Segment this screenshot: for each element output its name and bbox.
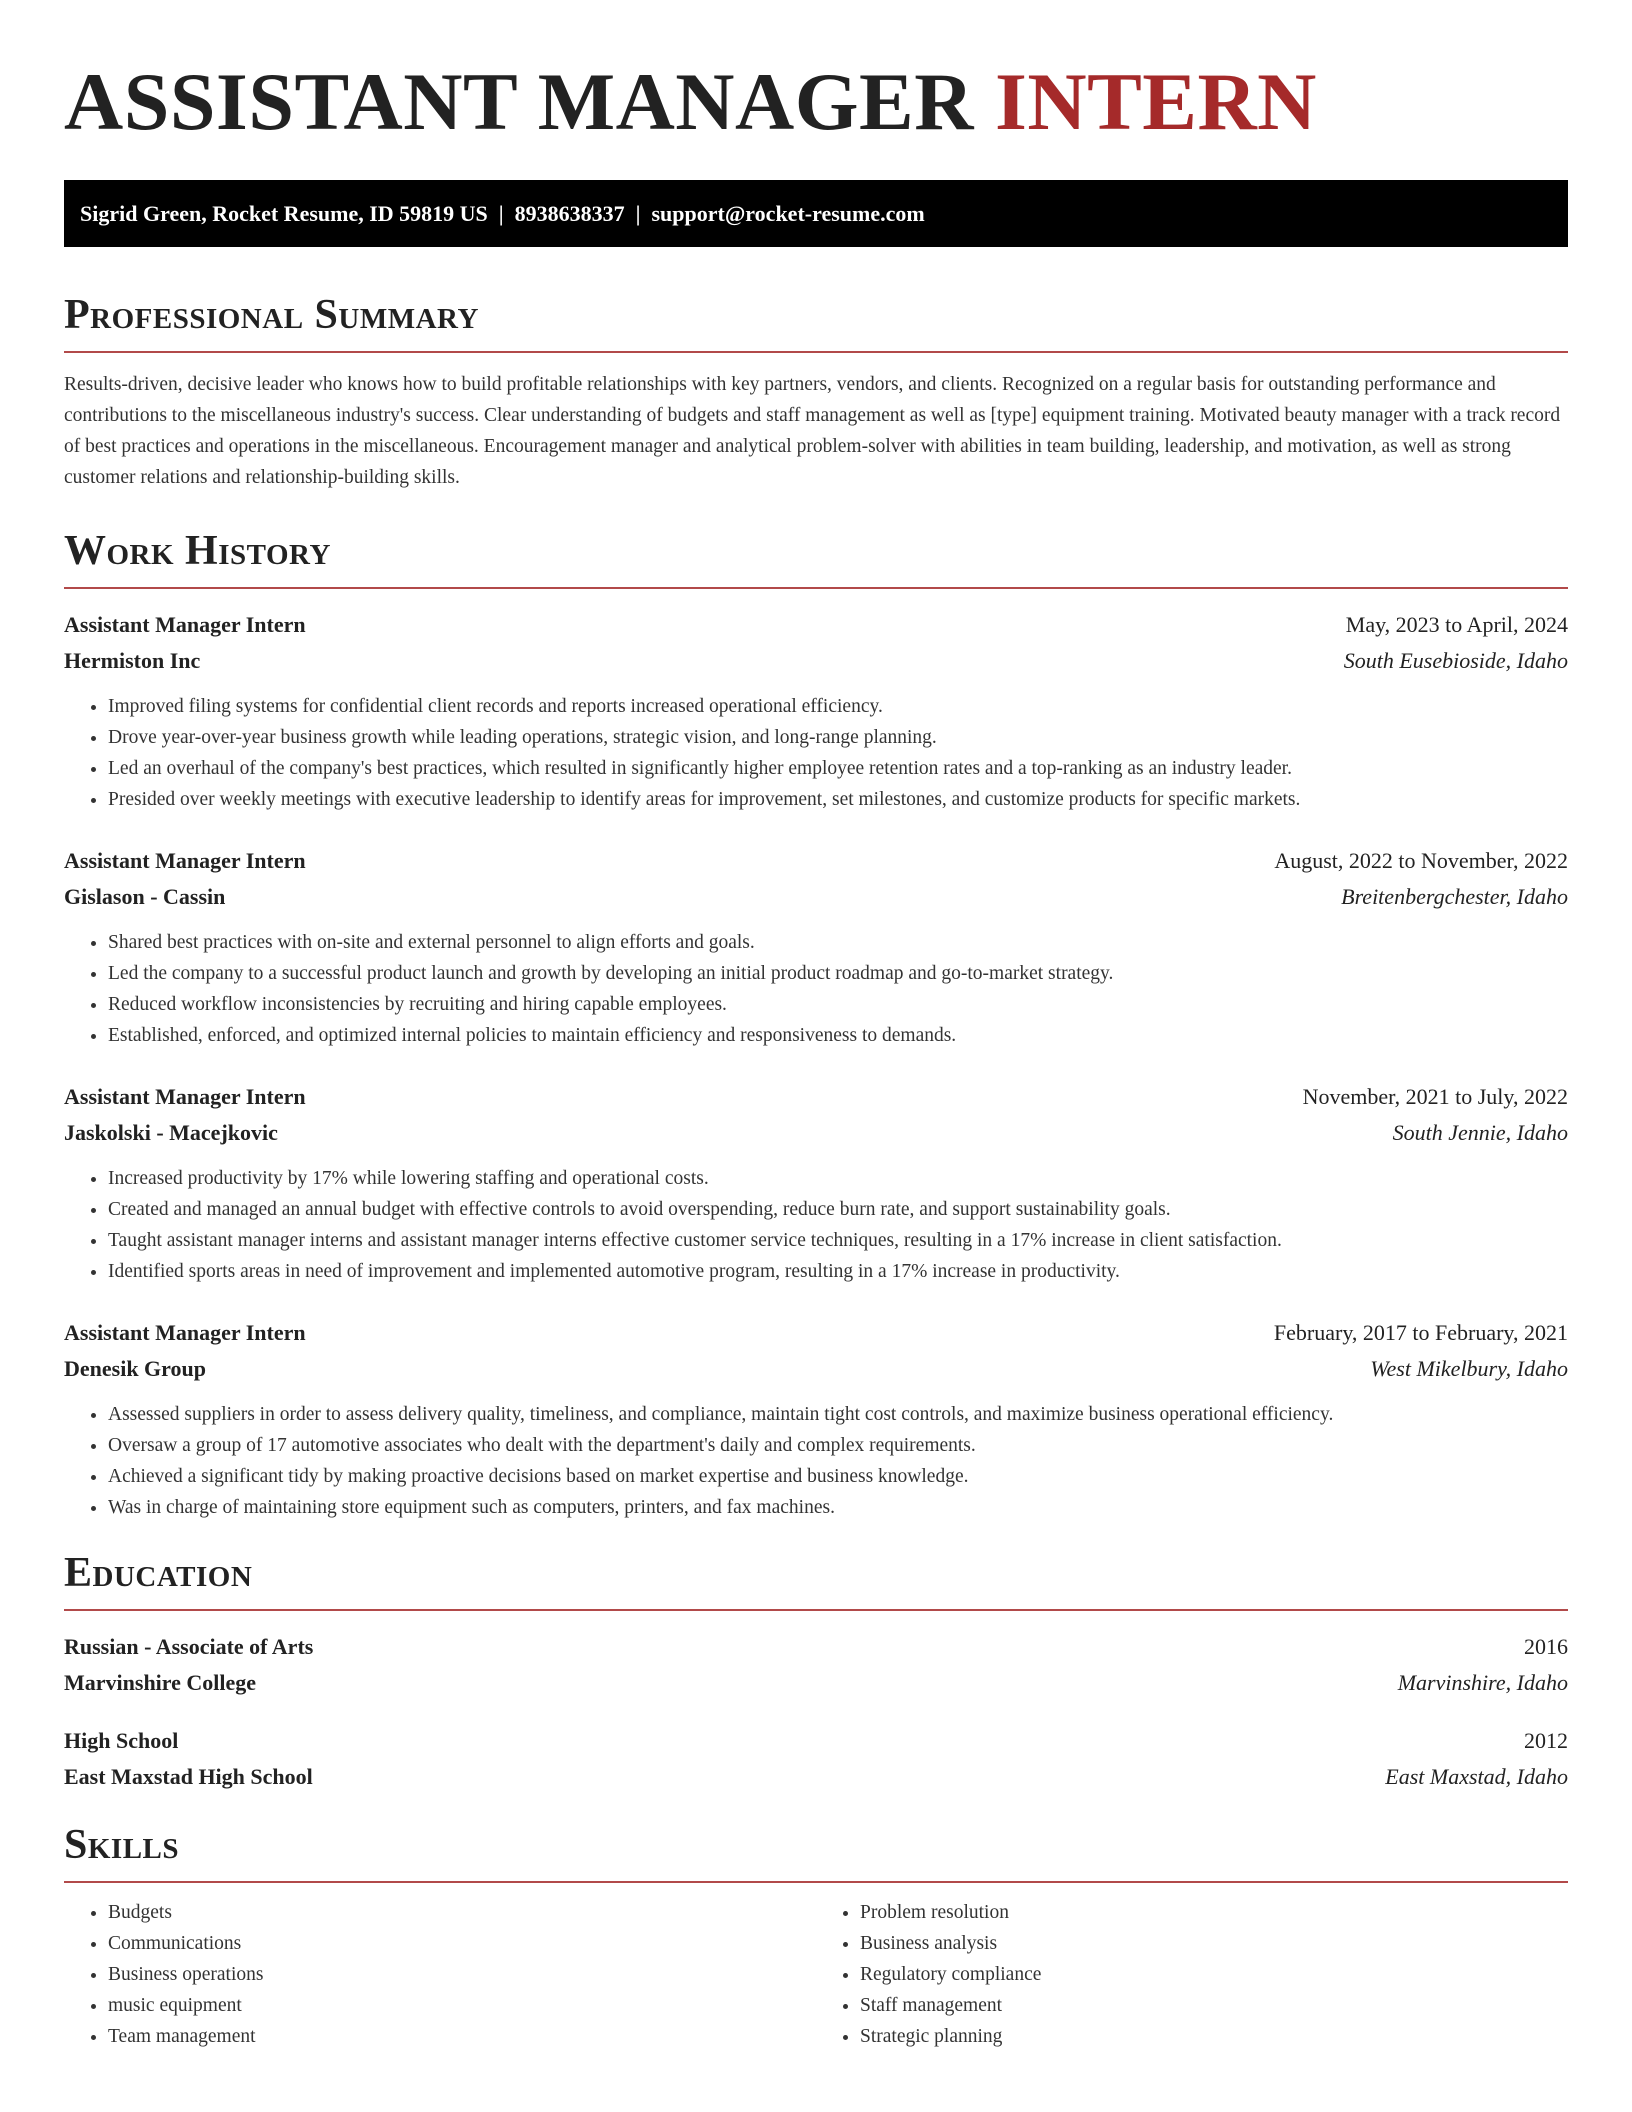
job-title: Assistant Manager Intern	[64, 1320, 306, 1345]
job-entry	[64, 607, 1568, 815]
job-bullets	[64, 1399, 1568, 1523]
job-title: Assistant Manager Intern	[64, 1084, 306, 1109]
school-location: Marvinshire, Idaho	[1397, 1670, 1568, 1695]
education-school-row	[64, 1759, 1568, 1795]
job-location: West Mikelbury, Idaho	[1370, 1356, 1568, 1381]
company-name: Gislason - Cassin	[64, 884, 226, 909]
company-name: Hermiston Inc	[64, 648, 201, 673]
job-location: South Jennie, Idaho	[1392, 1120, 1568, 1145]
bullet-item: • Identified sports areas in need of improvement and implemented automotive program, resulting in a 17% increase in productivity.	[108, 1256, 1568, 1287]
job-header-row	[64, 843, 1568, 879]
education-entry	[64, 1723, 1568, 1795]
education-entry	[64, 1629, 1568, 1701]
bullet-item: • Oversaw a group of 17 automotive associates who dealt with the department's daily and complex requirements.	[108, 1430, 1568, 1461]
company-name: Jaskolski - Macejkovic	[64, 1120, 278, 1145]
bullet-item: • Presided over weekly meetings with executive leadership to identify areas for improvement, set milestones, and customize products for specific markets.	[108, 784, 1568, 815]
resume-title	[64, 56, 1568, 148]
education-section	[64, 1549, 1568, 1795]
job-bullets	[64, 691, 1568, 815]
school-name: Marvinshire College	[64, 1670, 257, 1695]
job-dates: May, 2023 to April, 2024	[1345, 612, 1568, 637]
job-entry	[64, 1079, 1568, 1287]
summary-heading: Professional Summary	[64, 292, 479, 338]
job-bullets	[64, 1163, 1568, 1287]
job-entry	[64, 843, 1568, 1051]
contact-info: Sigrid Green, Rocket Resume, ID 59819 US | 8938638337 | support@rocket-resume.com	[80, 200, 925, 226]
section-divider	[64, 1609, 1568, 1611]
skill-item: • Communications	[108, 1928, 816, 1959]
skills-left-column	[64, 1897, 816, 2052]
bullet-item: • Shared best practices with on-site and external personnel to align efforts and goals.	[108, 927, 1568, 958]
skill-item: • Business analysis	[860, 1928, 1568, 1959]
job-company-row	[64, 1115, 1568, 1151]
skill-item: • Problem resolution	[860, 1897, 1568, 1928]
job-header-row	[64, 607, 1568, 643]
skills-heading: Skills	[64, 1822, 180, 1868]
job-company-row	[64, 879, 1568, 915]
bullet-item: • Was in charge of maintaining store equipment such as computers, printers, and fax machines.	[108, 1492, 1568, 1523]
education-list	[64, 1629, 1568, 1795]
skill-item: • Business operations	[108, 1959, 816, 1990]
education-school-row	[64, 1665, 1568, 1701]
bullet-item: • Established, enforced, and optimized internal policies to maintain efficiency and responsiveness to demands.	[108, 1020, 1568, 1051]
job-location: Breitenbergchester, Idaho	[1341, 884, 1568, 909]
bullet-item: • Led the company to a successful product launch and growth by developing an initial product roadmap and go-to-market strategy.	[108, 958, 1568, 989]
graduation-year: 2016	[1524, 1634, 1568, 1659]
bullet-item: • Drove year-over-year business growth while leading operations, strategic vision, and long-range planning.	[108, 722, 1568, 753]
bullet-item: • Taught assistant manager interns and assistant manager interns effective customer service techniques, resulting in a 17% increase in client satisfaction.	[108, 1225, 1568, 1256]
skills-right-column	[816, 1897, 1568, 2052]
graduation-year: 2012	[1524, 1728, 1568, 1753]
job-bullets	[64, 927, 1568, 1051]
bullet-item: • Created and managed an annual budget with effective controls to avoid overspending, reduce burn rate, and support sustainability goals.	[108, 1194, 1568, 1225]
skills-columns	[64, 1897, 1568, 2052]
contact-bar	[64, 180, 1568, 247]
job-title: Assistant Manager Intern	[64, 612, 306, 637]
bullet-item: • Increased productivity by 17% while lowering staffing and operational costs.	[108, 1163, 1568, 1194]
skill-item: • Strategic planning	[860, 2021, 1568, 2052]
job-title: Assistant Manager Intern	[64, 848, 306, 873]
work-history-heading: Work History	[64, 528, 331, 574]
bullet-item: • Reduced workflow inconsistencies by recruiting and hiring capable employees.	[108, 989, 1568, 1020]
job-dates: November, 2021 to July, 2022	[1302, 1084, 1568, 1109]
degree-name: Russian - Associate of Arts	[64, 1634, 314, 1659]
skill-item: • Regulatory compliance	[860, 1959, 1568, 1990]
education-degree-row	[64, 1723, 1568, 1759]
job-header-row	[64, 1079, 1568, 1115]
education-degree-row	[64, 1629, 1568, 1665]
title-accent: INTERN	[994, 56, 1317, 147]
job-dates: February, 2017 to February, 2021	[1273, 1320, 1568, 1345]
bullet-item: • Assessed suppliers in order to assess delivery quality, timeliness, and compliance, maintain tight cost controls, and maximize business operational efficiency.	[108, 1399, 1568, 1430]
work-history-section	[64, 527, 1568, 1523]
bullet-item: • Led an overhaul of the company's best practices, which resulted in significantly higher employee retention rates and a top-ranking as an industry leader.	[108, 753, 1568, 784]
skills-section	[64, 1821, 1568, 2052]
section-divider	[64, 1881, 1568, 1883]
job-header-row	[64, 1315, 1568, 1351]
summary-text: Results-driven, decisive leader who knows how to build profitable relationships with key partners, vendors, and clients. Recognized on a regular basis for outstanding performance and contributions to the miscellaneous industry's success. Clear understanding of budgets and staff management as well as [type] equipment training. Motivated beauty manager with a track record of best practices and operations in the miscellaneous. Encouragement manager and analytical problem-solver with abilities in team building, leadership, and motivation, as well as strong customer relations and relationship-building skills.	[64, 374, 1561, 488]
title-main: ASSISTANT MANAGER	[64, 56, 995, 147]
section-divider	[64, 587, 1568, 589]
skill-item: • Staff management	[860, 1990, 1568, 2021]
job-entry	[64, 1315, 1568, 1523]
job-list	[64, 607, 1568, 1523]
job-dates: August, 2022 to November, 2022	[1274, 848, 1568, 873]
school-name: East Maxstad High School	[64, 1764, 313, 1789]
bullet-item: • Achieved a significant tidy by making proactive decisions based on market expertise and business knowledge.	[108, 1461, 1568, 1492]
job-company-row	[64, 643, 1568, 679]
company-name: Denesik Group	[64, 1356, 207, 1381]
skill-item: • music equipment	[108, 1990, 816, 2021]
job-location: South Eusebioside, Idaho	[1343, 648, 1568, 673]
education-heading: Education	[64, 1550, 253, 1596]
summary-section	[64, 291, 1568, 493]
skill-item: • Team management	[108, 2021, 816, 2052]
degree-name: High School	[64, 1728, 179, 1753]
bullet-item: • Improved filing systems for confidential client records and reports increased operational efficiency.	[108, 691, 1568, 722]
school-location: East Maxstad, Idaho	[1385, 1764, 1568, 1789]
skill-item: • Budgets	[108, 1897, 816, 1928]
section-divider	[64, 351, 1568, 353]
job-company-row	[64, 1351, 1568, 1387]
